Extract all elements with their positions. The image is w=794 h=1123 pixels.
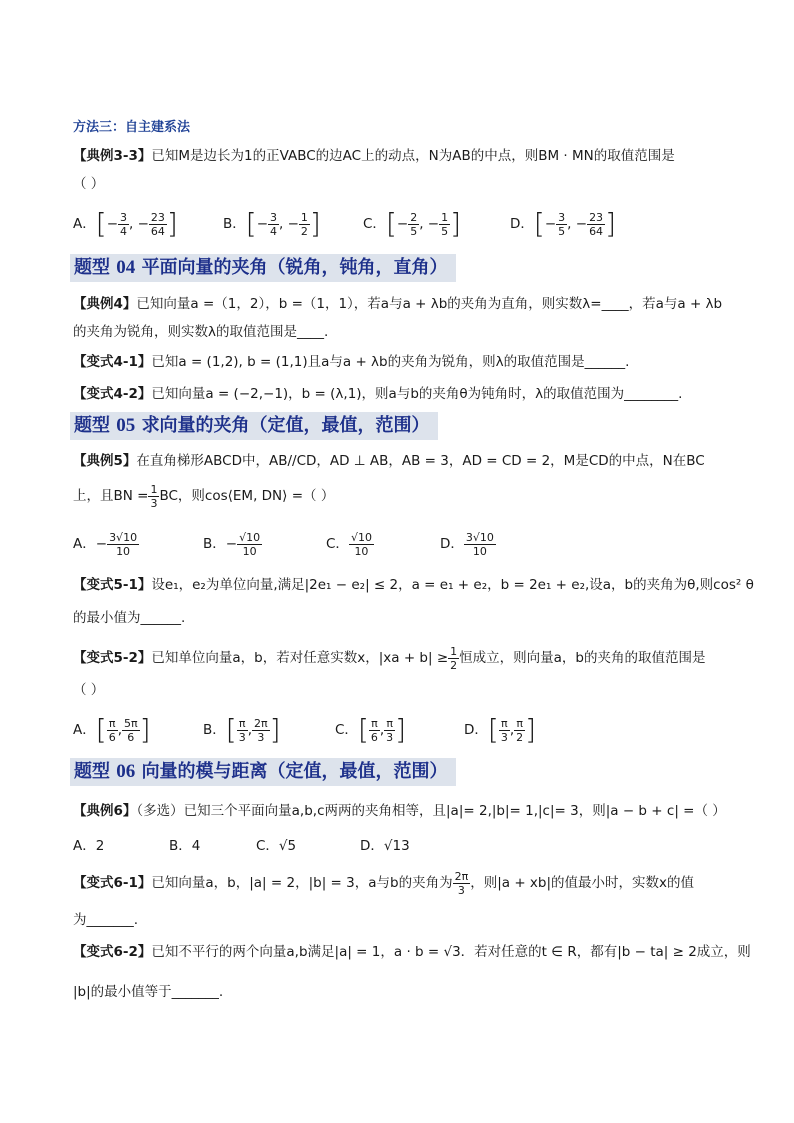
method-title: 方法三：自主建系法 [73, 120, 191, 135]
example-5-line1: 【典例5】在直角梯形ABCD中，AB//CD，AD ⊥ AB，AB = 3，AD = CD = 2，M是CD的中点，N在BC [73, 453, 705, 469]
variant-6-1-tag: 【变式6-1】 [73, 875, 152, 891]
option-b: B．[ $\frac{\pi}{3}$ , $\frac{2\pi}{3}$ ] [203, 713, 281, 746]
example-6-options [73, 835, 573, 857]
variant-6-2-line2: |b|的最小值等于_______. [73, 984, 224, 1000]
example-4-line1: 【典例4】已知向量a =（1，2），b =（1，1），若a与a + λb的夹角为直角，则实数λ=____，若a与a + λb [73, 296, 723, 312]
example-3-3-tag: 【典例3-3】 [73, 148, 152, 164]
example-3-3-text: 已知M是边长为1的正VABC的边AC上的动点，N为AB的中点，则BM · MN的取值范围是 [151, 148, 675, 164]
variant-6-2-line1: 【变式6-2】已知不平行的两个向量a,b满足|a| = 1，a · b = √3．若对任意的t ∈ R，都有|b − ta| ≥ 2成立，则 [73, 944, 751, 960]
option-a: A．− $\frac{3√10}{10}$ [73, 530, 138, 558]
variant-5-2-options [73, 710, 733, 750]
variant-5-1-line1: 【变式5-1】设e₁，e₂为单位向量,满足|2e₁ − e₂| ≤ 2，a = e₁ + e₂，b = 2e₁ + e₂,设a，b的夹角为θ,则cos² θ [73, 577, 754, 593]
option-letter: C． [363, 216, 386, 232]
variant-4-2: 【变式4-2】已知向量a = (−2,−1)，b = (λ,1)，则a与b的夹角θ为钝角时，λ的取值范围为________. [73, 386, 683, 402]
option-c: C．√5 [256, 838, 297, 854]
option-a: A．[ $\frac{\pi}{6}$ , $\frac{5\pi}{6}$ ] [73, 713, 151, 746]
option-d: D．[ $\frac{\pi}{3}$ , $\frac{\pi}{2}$ ] [464, 713, 537, 746]
option-c: C．[ $\frac{\pi}{6}$ , $\frac{\pi}{3}$ ] [335, 713, 407, 746]
option-c: C． $\frac{√10}{10}$ [326, 530, 372, 558]
variant-5-2-line1: 【变式5-2】已知单位向量a，b，若对任意实数x，|xa + b| ≥ $\frac{1}{2}$ 恒成立，则向量a，b的夹角的取值范围是 [73, 644, 706, 672]
example-6-tag: 【典例6】 [73, 803, 137, 819]
variant-6-1-line1: 【变式6-1】已知向量a，b，|a| = 2，|b| = 3，a与b的夹角为 $\frac{2\pi}{3}$ ，则|a + xb|的值最小时，实数x的值 [73, 869, 695, 897]
variant-5-1-tag: 【变式5-1】 [73, 577, 152, 593]
option-letter: B． [223, 216, 246, 232]
variant-5-2-line2: （ ） [73, 682, 105, 698]
option-a: A．2 [73, 838, 105, 854]
example-3-3-line1 [73, 146, 734, 166]
section-heading-04: 题型 04 平面向量的夹角（锐角，钝角，直角） [70, 254, 456, 282]
option-b: B．− $\frac{√10}{10}$ [203, 530, 261, 558]
variant-4-2-tag: 【变式4-2】 [73, 386, 152, 402]
example-6-line1: 【典例6】（多选）已知三个平面向量a,b,c两两的夹角相等，且|a|= 2,|b|= 1,|c|= 3，则|a − b + c| =（ ） [73, 803, 726, 819]
example-3-3-options [73, 204, 733, 244]
section-heading-06: 题型 06 向量的模与距离（定值，最值，范围） [70, 758, 456, 786]
example-5-line2: 上，且BN = $\frac{1}{3}$ BC，则cos⟨EM, DN⟩ =（ ） [73, 482, 335, 510]
variant-5-2-tag: 【变式5-2】 [73, 650, 152, 666]
option-a: A．[− $\frac{3}{4}$ , − $\frac{23}{64}$ ] [73, 207, 178, 240]
option-b: B．[− $\frac{3}{4}$ , − $\frac{1}{2}$ ] [223, 207, 321, 240]
example-4-tag: 【典例4】 [73, 296, 137, 312]
example-3-3-line2: （ ） [73, 176, 105, 192]
option-c: C．[− $\frac{2}{5}$ , − $\frac{1}{5}$ ] [363, 207, 462, 240]
option-letter: D． [510, 216, 534, 232]
variant-4-1-tag: 【变式4-1】 [73, 354, 152, 370]
option-d: D．√13 [360, 838, 410, 854]
option-d: D．[− $\frac{3}{5}$ , − $\frac{23}{64}$ ] [510, 207, 616, 240]
section-heading-05: 题型 05 求向量的夹角（定值，最值，范围） [70, 412, 438, 440]
variant-5-1-line2: 的最小值为______. [73, 610, 186, 626]
example-5-options [73, 524, 733, 564]
variant-6-2-tag: 【变式6-2】 [73, 944, 152, 960]
option-d: D． $\frac{3√10}{10}$ [440, 530, 494, 558]
example-4-line2: 的夹角为锐角，则实数λ的取值范围是____. [73, 324, 329, 340]
variant-4-1: 【变式4-1】已知a = (1,2), b = (1,1)且a与a + λb的夹角为锐角，则λ的取值范围是______. [73, 354, 630, 370]
option-b: B．4 [169, 838, 201, 854]
option-letter: A． [73, 216, 96, 232]
example-5-tag: 【典例5】 [73, 453, 137, 469]
variant-6-1-line2: 为_______. [73, 912, 139, 928]
